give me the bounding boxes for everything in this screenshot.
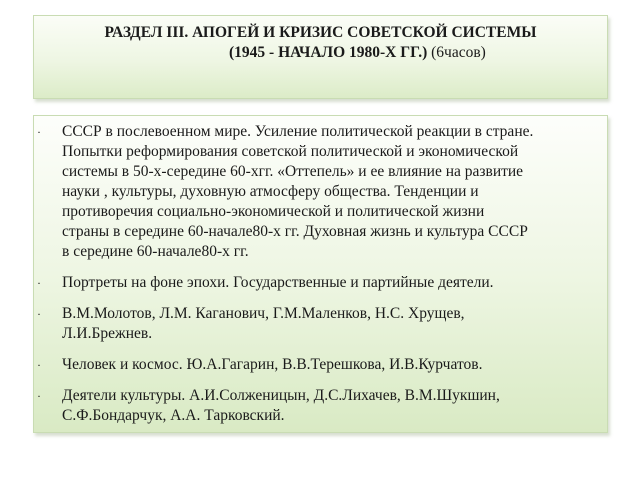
topic-line: противоречия социально-экономической и политической жизни <box>62 203 485 220</box>
section-title-box <box>33 15 608 99</box>
topic-list <box>34 122 607 437</box>
topic-item <box>34 386 607 426</box>
topic-line: Попытки реформирования советской политической и экономической <box>62 143 519 160</box>
bullet-icon: · <box>37 358 41 372</box>
section-period: (1945 - НАЧАЛО 1980-Х ГГ.) <box>229 44 428 61</box>
bullet-icon: · <box>37 389 41 403</box>
topic-line: Л.И.Брежнев. <box>62 325 153 342</box>
topic-line: Человек и космос. Ю.А.Гагарин, В.В.Терешкова, И.В.Курчатов. <box>62 356 483 373</box>
bullet-icon: · <box>37 307 41 321</box>
topic-line: Деятели культуры. А.И.Солженицын, Д.С.Лихачев, В.М.Шукшин, <box>62 387 500 404</box>
section-hours: (6часов) <box>427 44 486 61</box>
topic-line: системы в 50-х-середине 60-хгг. «Оттепель» и ее влияние на развитие <box>62 163 524 180</box>
topic-item <box>34 273 607 293</box>
topic-line: С.Ф.Бондарчук, А.А. Тарковский. <box>62 407 285 424</box>
bullet-icon: · <box>37 276 41 290</box>
topic-line: СССР в послевоенном мире. Усиление политической реакции в стране. <box>62 123 534 140</box>
content-box <box>33 115 608 433</box>
topic-line: науки , культуры, духовную атмосферу общества. Тенденции и <box>62 183 479 200</box>
section-title: РАЗДЕЛ III. АПОГЕЙ И КРИЗИС СОВЕТСКОЙ СИСТЕМЫ <box>104 24 537 41</box>
section-subtitle <box>229 43 486 62</box>
topic-item <box>34 355 607 375</box>
topic-line: Портреты на фоне эпохи. Государственные и партийные деятели. <box>62 274 494 291</box>
topic-line: страны в середине 60-начале80-х гг. Духовная жизнь и культура СССР <box>62 223 528 240</box>
topic-line: в середине 60-начале80-х гг. <box>62 243 249 260</box>
topic-line: В.М.Молотов, Л.М. Каганович, Г.М.Маленков, Н.С. Хрущев, <box>62 305 465 322</box>
bullet-icon: · <box>37 125 41 139</box>
topic-item <box>34 304 607 344</box>
topic-item <box>34 122 607 262</box>
